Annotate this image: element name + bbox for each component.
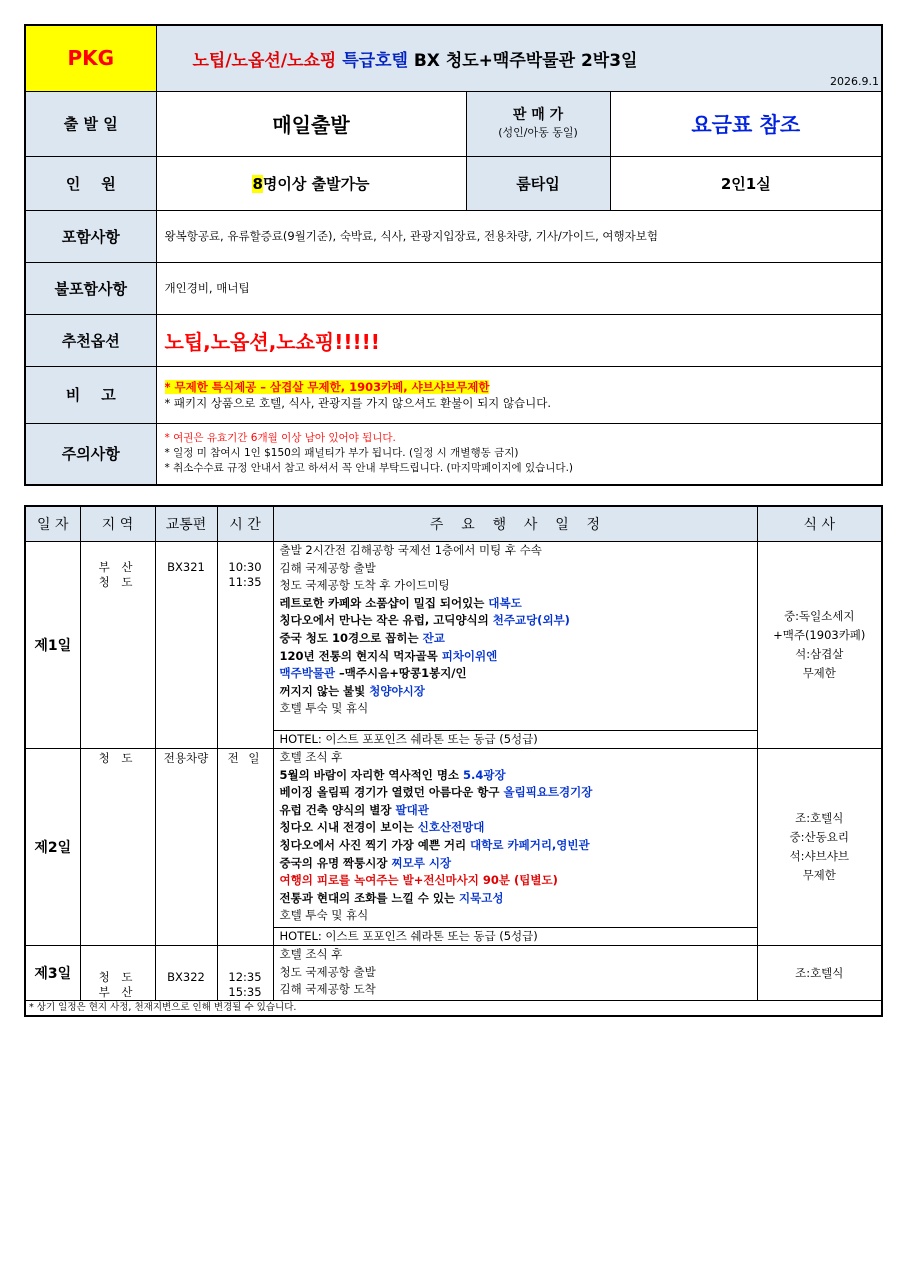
day2-meal: 조:호텔식: [795, 811, 844, 825]
day2-time: 전 일: [217, 749, 273, 946]
options-label: 추천옵션: [25, 314, 156, 366]
day2-line: 베이징 올림픽 경기가 열렸던 아름다운 항구: [279, 785, 504, 800]
day1-time-arrive: 11:35: [228, 575, 262, 589]
itinerary-row-day2: [25, 749, 882, 928]
day3-time: [217, 946, 273, 1001]
itinerary-table: [24, 505, 883, 1017]
day1-label: 제1일: [25, 542, 80, 749]
day1-line: 레트로한 카페와 소품샵이 밀집 되어있는: [279, 595, 489, 610]
room-type-value: 2인1실: [610, 156, 882, 210]
day2-transport: 전용차량: [155, 749, 217, 946]
col-header-time: 시 간: [217, 506, 273, 542]
col-header-transport: 교통편: [155, 506, 217, 542]
day2-meal: 무제한: [802, 868, 836, 882]
spot-pier: 잔교: [422, 630, 445, 645]
day1-meal: +맥주(1903카페): [773, 628, 866, 642]
options-value: 노팁,노옵션,노쇼핑!!!!!: [156, 314, 882, 366]
day1-region: [80, 542, 155, 749]
day3-meals: 조:호텔식: [757, 946, 882, 1001]
caution-passport: * 여권은 유효기간 6개월 이상 남아 있어야 됩니다.: [164, 432, 396, 445]
spot-badaguan: 팔대관: [395, 802, 429, 817]
caution-cancel-fee: * 취소수수료 규정 안내서 참고 하셔서 꼭 안내 부탁드립니다. (마지막페이지에 있습니다.): [164, 462, 573, 475]
price-label: [466, 91, 610, 156]
day2-massage: 여행의 피로를 녹여주는 발+전신마사지 90분 (팁별도): [279, 873, 558, 888]
people-label: 인 원: [25, 156, 156, 210]
day2-meal: 중:산동요리: [789, 830, 849, 844]
day1-time-depart: 10:30: [228, 560, 262, 574]
package-info-table: [24, 24, 883, 486]
spot-cafe-street: 대학로 카페거리,영빈관: [470, 837, 590, 852]
day2-meals: [757, 749, 882, 946]
title-route: BX 청도+맥주박물관 2박3일: [413, 50, 638, 71]
remarks-no-refund: * 패키지 상품으로 호텔, 식사, 관광지를 가지 않으셔도 환불이 되지 않습니다.: [164, 395, 552, 410]
day2-line: 5월의 바람이 자리한 역사적인 명소: [279, 767, 464, 782]
remarks-value: [156, 366, 882, 423]
pkg-badge: PKG: [25, 25, 156, 91]
day2-line: 중국의 유명 짝퉁시장: [279, 855, 392, 870]
day1-itinerary: [273, 542, 757, 731]
day3-label: 제3일: [25, 946, 80, 1001]
day1-time: [217, 542, 273, 749]
day1-meal: 석:삼겹살: [795, 647, 844, 661]
itinerary-row-day3: [25, 946, 882, 1001]
day1-line: 출발 2시간전 김해공항 국제선 1층에서 미팅 후 수속: [279, 543, 542, 557]
day1-line: 꺼지지 않는 불빛: [279, 683, 370, 698]
package-title: [156, 25, 882, 91]
title-no-tip: 노팁/노옵션/노쇼핑: [192, 50, 337, 71]
day3-itinerary: [273, 946, 757, 1001]
day1-meal: 중:독일소세지: [783, 609, 855, 623]
day2-line: 전통과 현대의 조화를 느낄 수 있는: [279, 890, 460, 905]
issue-date: 2026.9.1: [830, 74, 880, 88]
departure-label: 출 발 일: [25, 91, 156, 156]
cautions-label: 주의사항: [25, 423, 156, 485]
spot-beer-museum: 맥주박물관: [279, 666, 336, 681]
spot-jimolu-market: 찌모루 시장: [391, 855, 452, 870]
itinerary-row-day1: [25, 542, 882, 731]
day3-line: 호텔 조식 후: [279, 947, 343, 961]
price-value: 요금표 참조: [610, 91, 882, 156]
day1-line: 청도 국제공항 도착 후 가이드미팅: [279, 578, 450, 593]
price-label-sub: (성인/아동 동일): [498, 125, 578, 139]
spot-jimo-old-city: 지묵고성: [459, 890, 504, 905]
day3-region-to: 부 산: [98, 985, 137, 999]
price-label-main: 판 매 가: [512, 106, 564, 123]
col-header-meals: 식 사: [757, 506, 882, 542]
spot-daebokdo: 대복도: [488, 595, 522, 610]
day2-label: 제2일: [25, 749, 80, 946]
people-value: [156, 156, 466, 210]
day1-line: 호텔 투숙 및 휴식: [279, 701, 369, 716]
day2-line: 호텔 조식 후: [279, 750, 343, 764]
min-people-text: 명이상 출발가능: [262, 174, 370, 193]
day2-line: 칭다오에서 사진 찍기 가장 예쁜 거리: [279, 837, 471, 852]
day3-transport: BX322: [155, 946, 217, 1001]
day1-meal: 무제한: [802, 666, 836, 680]
spot-signal-hill: 신호산전망대: [417, 820, 485, 835]
room-type-label: 룸타입: [466, 156, 610, 210]
spot-pichaiyuan: 피차이위엔: [441, 648, 498, 663]
day3-line: 김해 국제공항 도착: [279, 982, 376, 997]
day1-hotel: HOTEL: 이스트 포포인즈 쉐라톤 또는 동급 (5성급): [273, 731, 757, 749]
caution-penalty: * 일정 미 참여시 1인 $150의 패널티가 부가 됩니다. (일정 시 개별행동 금지): [164, 447, 519, 460]
remarks-unlimited-meals: * 무제한 특식제공 – 삼겹살 무제한, 1903카페, 샤브샤브무제한: [164, 379, 490, 394]
itinerary-footnote: * 상기 일정은 현지 사정, 천재지변으로 인해 변경될 수 있습니다.: [25, 1001, 882, 1017]
departure-value: 매일출발: [156, 91, 466, 156]
cautions-value: [156, 423, 882, 485]
day1-region-to: 청 도: [98, 575, 137, 589]
day3-region-from: 청 도: [98, 970, 137, 984]
day1-line: 칭다오에서 만나는 작은 유럽, 고딕양식의: [279, 613, 493, 628]
day1-meals: [757, 542, 882, 749]
col-header-region: 지 역: [80, 506, 155, 542]
day1-line: –맥주시음+땅콩1봉지/인: [335, 666, 467, 681]
includes-label: 포함사항: [25, 210, 156, 262]
title-hotel: 특급호텔: [342, 50, 408, 71]
day2-line: 칭다오 시내 전경이 보이는: [279, 820, 418, 835]
day2-meal: 석:샤브샤브: [789, 849, 849, 863]
col-header-itinerary: 주 요 행 사 일 정: [273, 506, 757, 542]
day2-hotel: HOTEL: 이스트 포포인즈 쉐라톤 또는 동급 (5성급): [273, 928, 757, 946]
remarks-label: 비 고: [25, 366, 156, 423]
day1-transport: BX321: [155, 542, 217, 749]
day3-time-depart: 12:35: [228, 970, 262, 984]
itinerary-header-row: [25, 506, 882, 542]
spot-cathedral: 천주교당(외부): [492, 613, 570, 628]
col-header-day: 일 자: [25, 506, 80, 542]
day2-region: 청 도: [80, 749, 155, 946]
day1-line: 김해 국제공항 출발: [279, 560, 376, 575]
spot-may-fourth-square: 5.4광장: [463, 767, 506, 782]
excludes-label: 불포함사항: [25, 262, 156, 314]
day1-line: 120년 전통의 현지식 먹자골목: [279, 648, 442, 663]
day1-line: 중국 청도 10경으로 꼽히는: [279, 630, 423, 645]
day3-line: 청도 국제공항 출발: [279, 964, 376, 979]
day1-region-from: 부 산: [98, 560, 137, 574]
day2-line: 유럽 건축 양식의 별장: [279, 802, 396, 817]
spot-olympic-sailing: 올림픽요트경기장: [503, 785, 593, 800]
day2-itinerary: [273, 749, 757, 928]
day2-line: 호텔 투숙 및 휴식: [279, 908, 369, 923]
day3-region: [80, 946, 155, 1001]
includes-value: 왕복항공료, 유류할증료(9월기준), 숙박료, 식사, 관광지입장료, 전용차량, 기사/가이드, 여행자보험: [156, 210, 882, 262]
spot-night-market: 청양야시장: [369, 683, 425, 698]
day3-time-arrive: 15:35: [228, 985, 262, 999]
excludes-value: 개인경비, 매너팁: [156, 262, 882, 314]
min-people-count: 8: [252, 174, 263, 193]
